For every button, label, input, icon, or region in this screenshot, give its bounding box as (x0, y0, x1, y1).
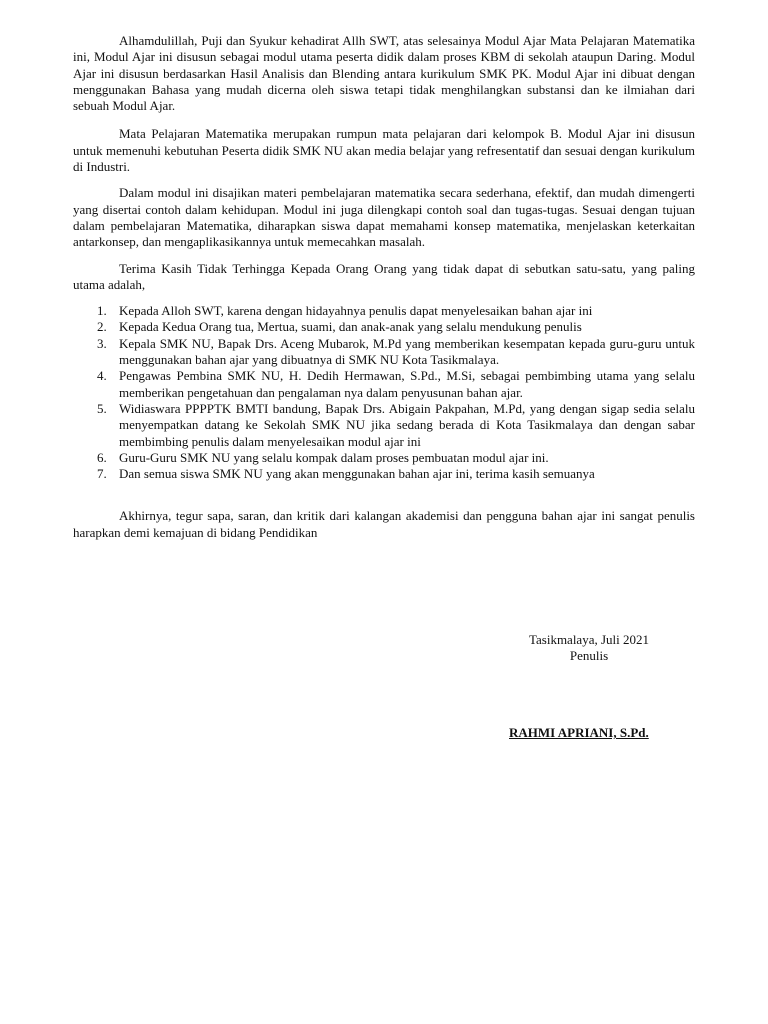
signature-role: Penulis (569, 648, 609, 663)
paragraph-closing: Akhirnya, tegur sapa, saran, dan kritik dari kalangan akademisi dan pengguna bahan ajar ini sangat penulis harapkan demi kemajuan di bidang Pendidikan (73, 508, 695, 540)
list-number: 7. (97, 466, 107, 482)
list-item (73, 336, 695, 369)
thanks-list (73, 303, 695, 482)
list-item (73, 466, 695, 482)
list-text: Guru-Guru SMK NU yang selalu kompak dalam proses pembuatan modul ajar ini. (119, 449, 549, 465)
list-item (73, 319, 695, 335)
list-text: Dan semua siswa SMK NU yang akan menggunakan bahan ajar ini, terima kasih semuanya (119, 466, 595, 482)
list-number: 1. (97, 303, 107, 319)
list-text: Kepada Kedua Orang tua, Mertua, suami, dan anak-anak yang selalu mendukung penulis (119, 319, 582, 335)
signature-block (504, 632, 674, 740)
signature-place-date: Tasikmalaya, Juli 2021 (528, 632, 650, 647)
paragraph-content: Dalam modul ini disajikan materi pembelajaran matematika secara sederhana, efektif, dan mudah dimengerti yang disertai contoh dalam kehidupan. Modul ini juga dilengkapi contoh soal dan tugas-tugas. Sesuai dengan tujuan dalam pembelajaran Matematika, diharapkan siswa dapat memahami konsep matematika, menjelaskan keterkaitan antarkonsep, dan mengaplikasikannya untuk memecahkan masalah. (73, 185, 695, 250)
list-number: 2. (97, 319, 107, 335)
list-item (73, 450, 695, 466)
list-text: Kepala SMK NU, Bapak Drs. Aceng Mubarok, M.Pd yang memberikan kesempatan kepada guru-guru untuk menggunakan bahan ajar yang dibuatnya di SMK NU Kota Tasikmalaya. (119, 335, 695, 368)
list-number: 4. (97, 368, 107, 384)
paragraph-thanks-intro: Terima Kasih Tidak Terhingga Kepada Orang Orang yang tidak dapat di sebutkan satu-satu, yang paling utama adalah, (73, 260, 695, 292)
list-item (73, 401, 695, 450)
list-number: 6. (97, 449, 107, 465)
document-body (73, 33, 695, 551)
paragraph-subject: Mata Pelajaran Matematika merupakan rumpun mata pelajaran dari kelompok B. Modul Ajar ini disusun untuk memenuhi kebutuhan Peserta didik SMK NU akan media belajar yang refresentatif dan sesuai dengan kurikulum di Industri. (73, 126, 695, 175)
list-text: Pengawas Pembina SMK NU, H. Dedih Hermawan, S.Pd., M.Si, sebagai pembimbing utama yang selalu memberikan pengetahuan dan pengalaman nya dalam penyusunan bahan ajar. (119, 368, 695, 400)
list-item (73, 368, 695, 401)
list-text: Widiaswara PPPPTK BMTI bandung, Bapak Drs. Abigain Pakpahan, M.Pd, yang dengan sigap sedia selalu menyempatkan datang ke Sekolah SMK NU jika sedang berada di Kota Tasikmalaya dan dengan sabar membimbing penulis dalam menyelesaikan modul ajar ini (119, 400, 695, 449)
list-text: Kepada Alloh SWT, karena dengan hidayahnya penulis dapat menyelesaikan bahan ajar ini (119, 303, 593, 319)
list-item (73, 303, 695, 319)
signature-name: RAHMI APRIANI, S.Pd. (509, 725, 649, 740)
paragraph-opening: Alhamdulillah, Puji dan Syukur kehadirat Allh SWT, atas selesainya Modul Ajar Mata Pelajaran Matematika ini, Modul Ajar ini disusun sebagai modul utama peserta didik dalam proses KBM di sekolah ataupun Daring. Modul Ajar ini disusun berdasarkan Hasil Analisis dan Blending antara kurikulum SMK PK. Modul Ajar ini dibuat dengan menggunakan Bahasa yang mudah dicerna oleh siswa tetapi tidak menghilangkan substansi dan ke ilmiahan dari sebuah Modul Ajar. (73, 33, 695, 114)
list-number: 3. (97, 335, 107, 351)
list-number: 5. (97, 400, 107, 416)
